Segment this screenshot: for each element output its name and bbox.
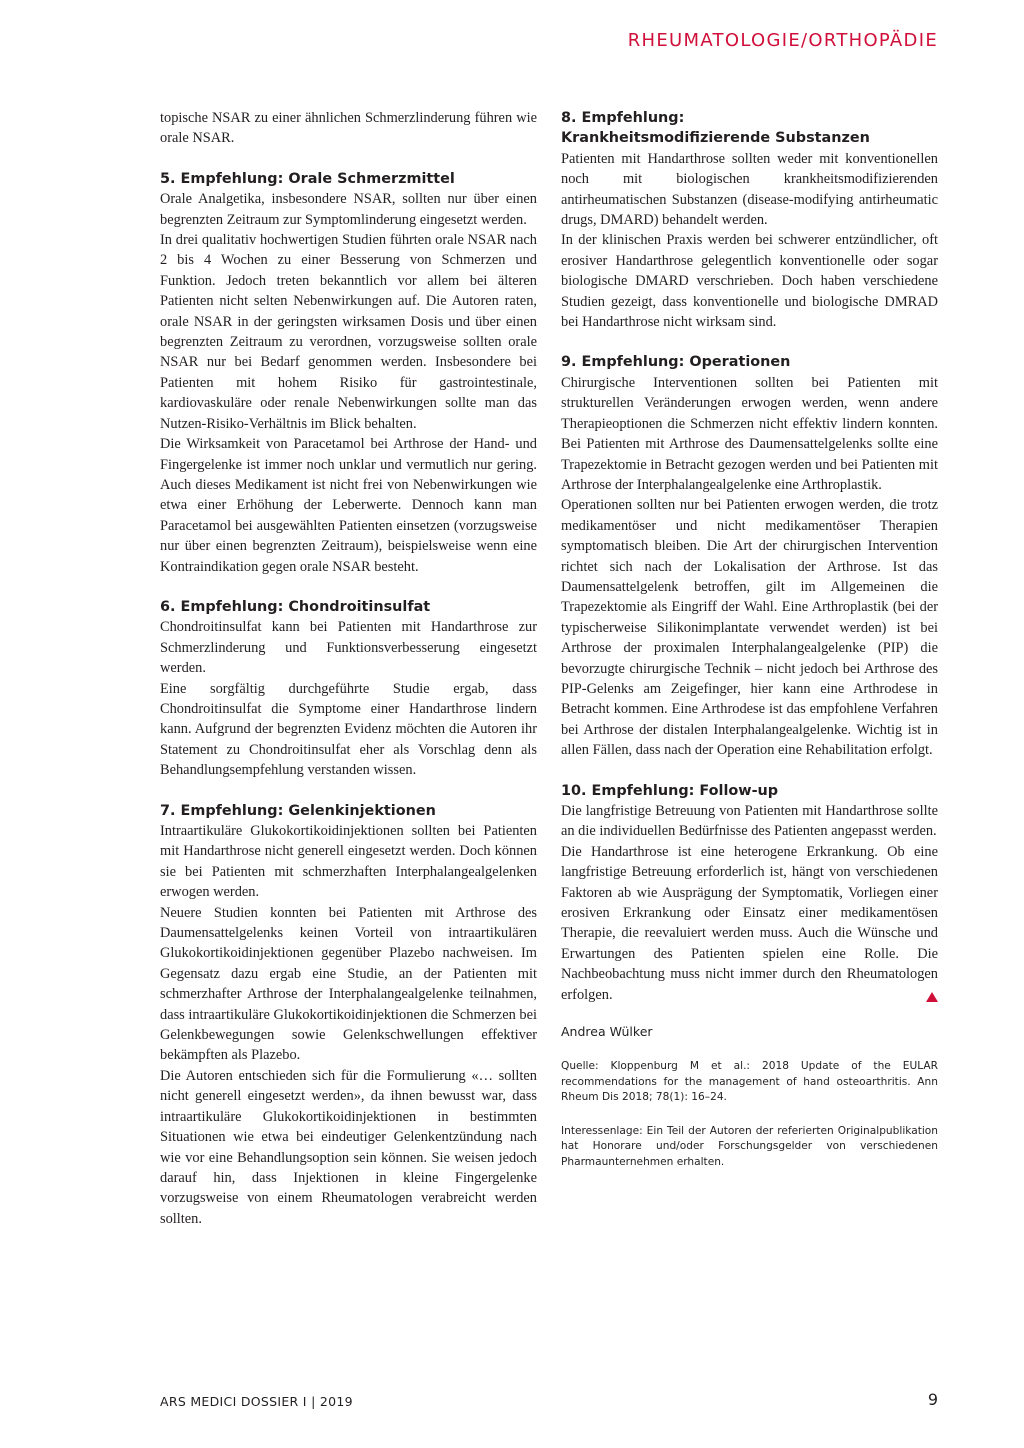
paragraph-10-2: Die Handarthrose ist eine heterogene Erkrankung. Ob eine langfristige Betreuung erforderlich ist, hängt von verschiedenen Faktoren ab wie Ausprägung der Symptomatik, Vorliegen einer erosiven Erkrankung oder Einsatz einer medikamentösen Therapie, die reevaluiert werden muss. Auch die Wünsche und Erwartungen des Patienten spielen eine Rolle. Die Nachbeobachtung muss nicht immer durch den Rheumatologen erfolgen.	[561, 843, 938, 1003]
paragraph-8-1: Patienten mit Handarthrose sollten weder mit konventionellen noch mit biologischen krankheitsmodifizierenden antirheumatischen Substanzen (disease-modifying antirheumatic drugs, DMARD) behandelt werden.	[561, 150, 938, 229]
paragraph-7-1: Intraartikuläre Glukokortikoidinjektionen sollten bei Patienten mit Handarthrose nicht generell eingesetzt werden. Doch können sie bei Patienten mit schmerzhaften Interphalangealgelenken erwogen werden.	[160, 823, 537, 901]
heading-recommendation-10: 10. Empfehlung: Follow-up	[561, 782, 779, 799]
heading-recommendation-7: 7. Empfehlung: Gelenkinjektionen	[160, 802, 436, 819]
paragraph-8-2: In der klinischen Praxis werden bei schwerer entzündlicher, oft erosiver Handarthrose gelegentlich konventionelle oder sogar biologische DMARD verschrieben. Doch haben verschiedene Studien gezeigt, dass konventionelle und biologische DMRAD bei Handarthrose nicht wirksam sind.	[561, 232, 938, 331]
source-note: Quelle: Kloppenburg M et al.: 2018 Update of the EULAR recommendations for the management of hand osteoarthritis. Ann Rheum Dis 2018; 78(1): 16–24.	[561, 1060, 938, 1104]
intro-paragraph: topische NSAR zu einer ähnlichen Schmerzlinderung führen wie orale NSAR.	[160, 110, 537, 147]
conflict-of-interest-note: Interessenlage: Ein Teil der Autoren der referierten Originalpublikation hat Honorare und/oder Forschungsgelder von verschiedenen Pharmaunternehmen erhalten.	[561, 1124, 938, 1169]
left-column	[160, 108, 537, 1229]
paragraph-6-2: Eine sorgfältig durchgeführte Studie ergab, dass Chondroitinsulfat die Symptome einer Handarthrose lindern kann. Aufgrund der begrenzten Evidenz möchten die Autoren ihr Statement zu Chondroitinsulfat eher als Vorschlag denn als Behandlungsempfehlung verstanden wissen.	[160, 680, 537, 779]
author-name: Andrea Wülker	[561, 1024, 653, 1040]
heading-recommendation-9: 9. Empfehlung: Operationen	[561, 354, 791, 371]
triangle-up-icon	[926, 992, 938, 1002]
paragraph-10-1: Die langfristige Betreuung von Patienten mit Handarthrose sollte an die individuellen Bedürfnisse des Patienten angepasst werden.	[561, 803, 938, 840]
right-column	[561, 108, 938, 1171]
page-number: 9	[927, 1390, 938, 1409]
paragraph-9-2: Operationen sollten nur bei Patienten erwogen werden, die trotz medikamentöser und nicht medikamentöser Therapien symptomatisch bleiben. Die Art der chirurgischen Intervention richtet sich nach der Lokalisation der Arthrose. Ist das Daumensattelgelenk betroffen, gilt im Allgemeinen die Trapezektomie als Eingriff der Wahl. Eine Arthroplastik (bei der typischerweise Silikonimplantate verwendet werden) ist bei Arthrose der proximalen Interphalangealgelenke (PIP) die bevorzugte chirurgische Technik – nicht jedoch bei Arthrose des PIP-Gelenks am Zeigefinger, hier kann eine Arthrodese in Betracht kommen. Eine Arthrodese ist das empfohlene Verfahren bei Arthrose der distalen Interphalangealgelenke. Wichtig ist in allen Fällen, dass nach der Operation eine Rehabilitation erfolgt.	[561, 497, 938, 759]
heading-8-line1: 8. Empfehlung:	[561, 110, 685, 126]
section-header: RHEUMATOLOGIE/ORTHOPÄDIE	[627, 30, 938, 51]
footer-journal: ARS MEDICI DOSSIER I | 2019	[160, 1394, 353, 1409]
paragraph-7-3: Die Autoren entschieden sich für die Formulierung «… sollten nicht generell eingesetzt werden», da ihnen bewusst war, dass intraartikuläre Glukokortikoidinjektionen in bestimmten Situationen wie etwa bei eindeutiger Gelenkentzündung nach wie vor eine Behandlungsoption sein können. Sie weisen jedoch darauf hin, dass Injektionen in kleine Fingergelenke vorzugsweise von einem Rheumatologen verabreicht werden sollten.	[160, 1067, 537, 1227]
paragraph-9-1: Chirurgische Interventionen sollten bei Patienten mit strukturellen Veränderungen erwogen werden, wenn andere Therapieoptionen die Schmerzen nicht effektiv lindern konnten. Bei Patienten mit Arthrose des Daumensattelgelenks sollte eine Trapezektomie in Betracht gezogen werden und bei Patienten mit Arthrose der Interphalangealgelenke eine Arthroplastik.	[561, 374, 938, 493]
heading-8-line2: Krankheitsmodifizierende Substanzen	[561, 130, 870, 147]
heading-recommendation-6: 6. Empfehlung: Chondroitinsulfat	[160, 598, 431, 615]
paragraph-10-2-wrap	[561, 842, 938, 1005]
heading-recommendation-8	[561, 108, 938, 149]
paragraph-5-2: In drei qualitativ hochwertigen Studien führten orale NSAR nach 2 bis 4 Wochen zu einer Besserung von Schmerzen und Funktion. Jedoch treten bekanntlich vor allem bei älteren Patienten nicht selten Nebenwirkungen auf. Die Autoren raten, orale NSAR in der geringsten wirksamen Dosis und über einen begrenzten Zeitraum zu verordnen, vorzugsweise sollten orale NSAR nur bei Bedarf genommen werden. Insbesondere bei Patienten mit hohem Risiko für gastrointestinale, kardiovaskuläre oder renale Nebenwirkungen sollte man das Nutzen-Risiko-Verhältnis im Blick behalten.	[160, 232, 537, 432]
paragraph-6-1: Chondroitinsulfat kann bei Patienten mit Handarthrose zur Schmerzlinderung und Funktionsverbesserung eingesetzt werden.	[160, 619, 537, 677]
paragraph-5-3: Die Wirksamkeit von Paracetamol bei Arthrose der Hand- und Fingergelenke ist immer noch unklar und vermutlich nur gering. Auch dieses Medikament ist nicht frei von Nebenwirkungen wie etwa einer Erhöhung der Leberwerte. Dennoch kann man Paracetamol bei ausgewählten Patienten einsetzen (vorzugsweise nur über einen begrenzten Zeitraum), beispielsweise wenn eine Kontraindikation gegen orale NSAR besteht.	[160, 436, 537, 575]
paragraph-7-2: Neuere Studien konnten bei Patienten mit Arthrose des Daumensattelgelenks keinen Vorteil von intraartikulären Glukokortikoidinjektionen gegenüber Plazebo nachweisen. Im Gegensatz dazu ergab eine Studie, an der Patienten mit schmerzhafter Arthrose der Interphalangealgelenke teilnahmen, dass intraartikuläre Glukokortikoidinjektionen die Schmerzen bei Gelenkbewegungen sowie Gelenkschwellungen effektiver bekämpften als Plazebo.	[160, 904, 537, 1064]
paragraph-5-1: Orale Analgetika, insbesondere NSAR, sollten nur über einen begrenzten Zeitraum zur Symptomlinderung eingesetzt werden.	[160, 191, 537, 228]
heading-recommendation-5: 5. Empfehlung: Orale Schmerzmittel	[160, 170, 455, 187]
